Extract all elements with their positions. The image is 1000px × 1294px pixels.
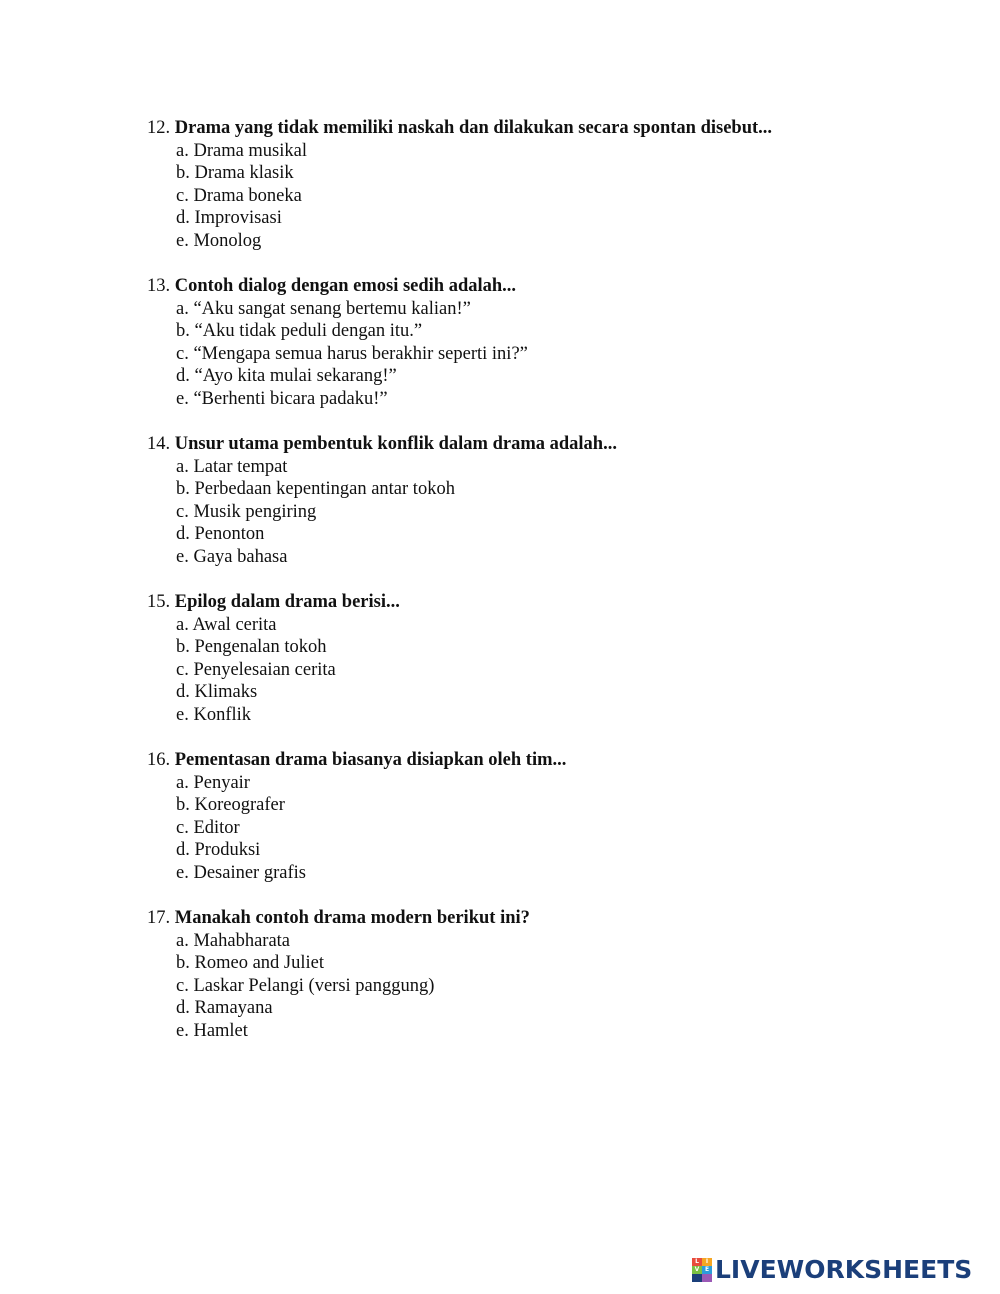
logo-mark-cell [702,1274,712,1282]
option-a: a. Latar tempat [176,456,288,477]
option-b: b. Drama klasik [176,163,294,183]
option-c: c. Penyelesaian cerita [176,659,336,680]
option-b: b. Romeo and Juliet [176,953,324,973]
option-d: d. Produksi [176,840,261,860]
question-number: 12. [147,118,171,138]
option-a: a. Awal cerita [176,614,277,635]
option-c: c. Laskar Pelangi (versi panggung) [176,975,435,996]
option-e: e. Hamlet [176,1020,248,1041]
question-number: 13. [147,276,171,296]
logo-mark-cell: L [692,1258,702,1266]
question-text: Unsur utama pembentuk konflik dalam drama adalah... [174,434,617,454]
option-a: a. “Aku sangat senang bertemu kalian!” [176,298,471,319]
option-d: d. Klimaks [176,682,258,702]
question-text: Contoh dialog dengan emosi sedih adalah... [174,276,517,296]
question-stem [147,907,927,930]
option-a: a. Mahabharata [176,930,291,951]
question-stem [147,433,927,456]
question-15 [147,591,927,726]
option-e: e. Gaya bahasa [176,546,288,567]
option-d: d. Improvisasi [176,208,282,228]
option-a: a. Drama musikal [176,140,307,161]
question-text: Epilog dalam drama berisi... [174,592,400,612]
question-16 [147,749,927,884]
question-13 [147,275,927,410]
question-text: Manakah contoh drama modern berikut ini? [174,908,530,928]
option-d: d. Ramayana [176,998,273,1018]
option-c: c. Drama boneka [176,185,302,206]
option-a: a. Penyair [176,772,250,793]
question-number: 15. [147,592,171,612]
question-17 [147,907,927,1042]
logo-mark-cell: I [702,1258,712,1266]
question-12 [147,117,927,252]
question-stem [147,749,927,772]
option-b: b. Perbedaan kepentingan antar tokoh [176,479,455,499]
logo-mark-cell: V [692,1266,702,1274]
option-e: e. “Berhenti bicara padaku!” [176,388,388,409]
liveworksheets-logo [692,1255,972,1285]
question-number: 17. [147,908,171,928]
option-d: d. Penonton [176,524,265,544]
question-stem [147,275,927,298]
option-b: b. Koreografer [176,795,285,815]
question-number: 16. [147,750,171,770]
question-stem [147,117,927,140]
question-stem [147,591,927,614]
option-b: b. Pengenalan tokoh [176,637,327,657]
logo-mark-icon [692,1258,712,1282]
question-14 [147,433,927,568]
option-e: e. Konflik [176,704,252,725]
option-c: c. Editor [176,817,240,838]
option-e: e. Desainer grafis [176,862,306,883]
option-e: e. Monolog [176,230,262,251]
option-d: d. “Ayo kita mulai sekarang!” [176,366,397,386]
question-text: Pementasan drama biasanya disiapkan oleh tim... [174,750,567,770]
logo-mark-cell: E [702,1266,712,1274]
option-c: c. Musik pengiring [176,501,317,522]
question-number: 14. [147,434,171,454]
logo-wordmark: LIVEWORKSHEETS [715,1255,973,1284]
option-c: c. “Mengapa semua harus berakhir seperti ini?” [176,343,528,364]
option-b: b. “Aku tidak peduli dengan itu.” [176,321,423,341]
logo-mark-cell [692,1274,702,1282]
question-text: Drama yang tidak memiliki naskah dan dilakukan secara spontan disebut... [174,118,773,138]
